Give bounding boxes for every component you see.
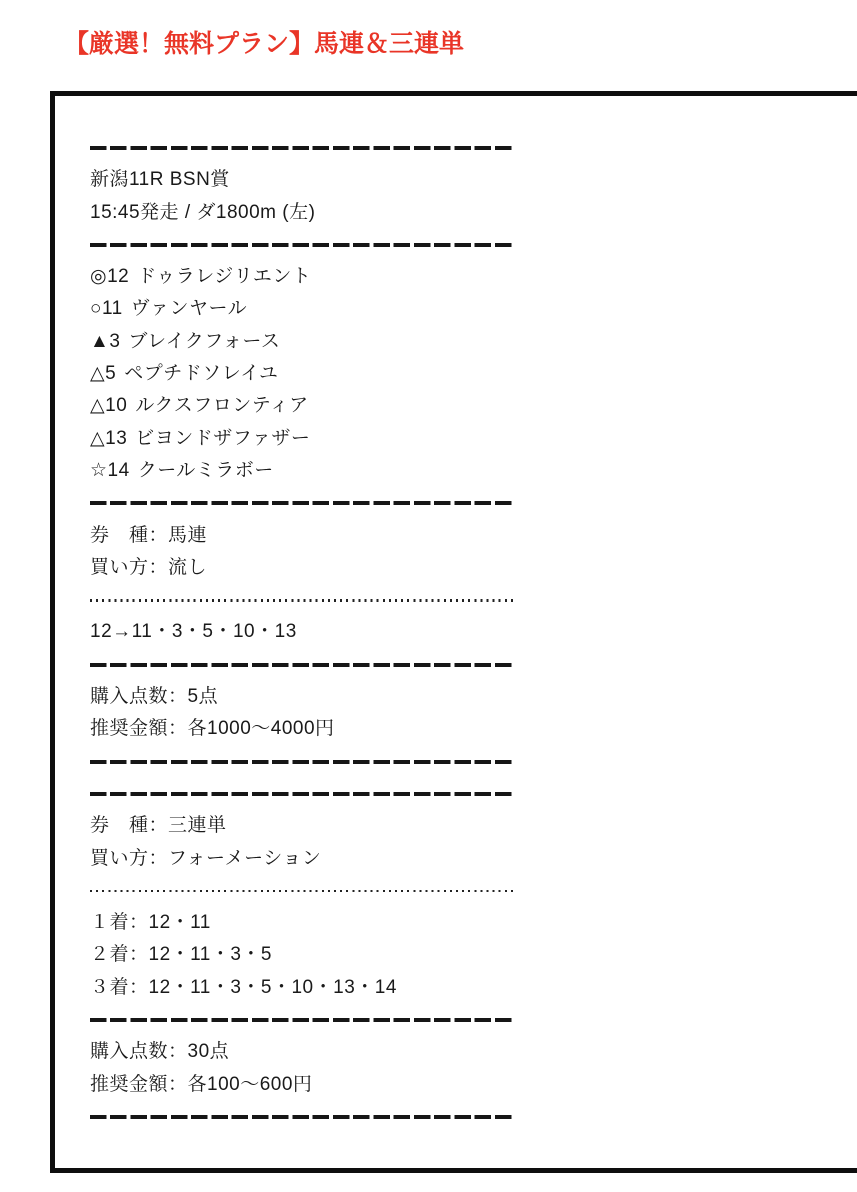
dotted-divider xyxy=(90,599,514,602)
dashed-divider xyxy=(90,1018,515,1022)
pick-row xyxy=(90,455,857,487)
pick-horse: ビヨンドザファザー xyxy=(135,427,311,449)
separator-row xyxy=(90,229,857,261)
bet-method: 買い方：流し xyxy=(90,556,208,578)
pick-horse: ドゥラレジリエント xyxy=(137,266,312,288)
pick-number: 12 xyxy=(107,266,130,288)
dashed-divider xyxy=(90,760,515,764)
pick-row xyxy=(90,293,857,325)
pick-number: 10 xyxy=(105,395,128,417)
pick-number: 14 xyxy=(107,459,130,481)
separator-row xyxy=(90,746,857,778)
pick-row xyxy=(90,423,857,455)
dashed-divider xyxy=(90,243,515,247)
pick-number: 13 xyxy=(105,427,128,449)
bet-selection: 12→11・3・5・10・13 xyxy=(90,621,297,643)
race-details: 15:45発走 / ダ1800m (左) xyxy=(90,201,316,223)
separator-row xyxy=(90,487,857,519)
separator-row xyxy=(90,1004,857,1036)
bet-type: 券 種：三連単 xyxy=(90,815,227,837)
pick-row xyxy=(90,390,857,422)
pick-mark: ☆ xyxy=(90,459,108,481)
pick-mark: △ xyxy=(90,395,106,417)
dashed-divider xyxy=(90,501,515,505)
pick-mark: △ xyxy=(90,427,106,449)
pick-mark: ○ xyxy=(90,298,102,320)
dotted-divider xyxy=(90,890,514,893)
pick-row xyxy=(90,358,857,390)
separator-row xyxy=(90,778,857,810)
pick-horse: ルクスフロンティア xyxy=(135,395,309,417)
dashed-divider xyxy=(90,663,515,667)
separator-row xyxy=(90,649,857,681)
pick-mark: ▲ xyxy=(90,330,110,352)
separator-row xyxy=(90,1101,857,1133)
bet-selection: １着：12・11 xyxy=(90,912,211,934)
page-title: 【厳選！無料プラン】馬連＆三連単 xyxy=(64,30,465,58)
race-name: 新潟11R BSN賞 xyxy=(90,169,230,191)
pick-row xyxy=(90,326,857,358)
dotted-separator-row xyxy=(90,584,857,616)
pick-number: 11 xyxy=(101,298,123,320)
dashed-divider xyxy=(90,792,515,796)
bet-points: 購入点数：30点 xyxy=(90,1041,230,1063)
prediction-panel xyxy=(50,91,857,1173)
pick-row xyxy=(90,261,857,293)
dashed-divider xyxy=(90,146,515,150)
separator-row xyxy=(90,132,857,164)
bet-selection: ２着：12・11・3・5 xyxy=(90,944,272,966)
pick-mark: △ xyxy=(90,363,106,385)
bet-method: 買い方：フォーメーション xyxy=(90,847,322,869)
pick-horse: ペプチドソレイユ xyxy=(124,363,279,385)
bet-amount: 推奨金額：各1000〜4000円 xyxy=(90,718,335,740)
bet-selection: ３着：12・11・3・5・10・13・14 xyxy=(90,976,397,998)
dotted-separator-row xyxy=(90,875,857,907)
bet-type: 券 種：馬連 xyxy=(90,524,208,546)
pick-mark: ◎ xyxy=(90,266,108,288)
pick-number: 5 xyxy=(105,363,117,385)
pick-horse: ブレイクフォース xyxy=(128,330,281,352)
dashed-divider xyxy=(90,1115,515,1119)
pick-horse: クールミラボー xyxy=(137,459,274,481)
bet-points: 購入点数：5点 xyxy=(90,686,219,708)
pick-horse: ヴァンヤール xyxy=(130,298,248,320)
pick-number: 3 xyxy=(109,330,121,352)
bet-amount: 推奨金額：各100〜600円 xyxy=(90,1073,313,1095)
